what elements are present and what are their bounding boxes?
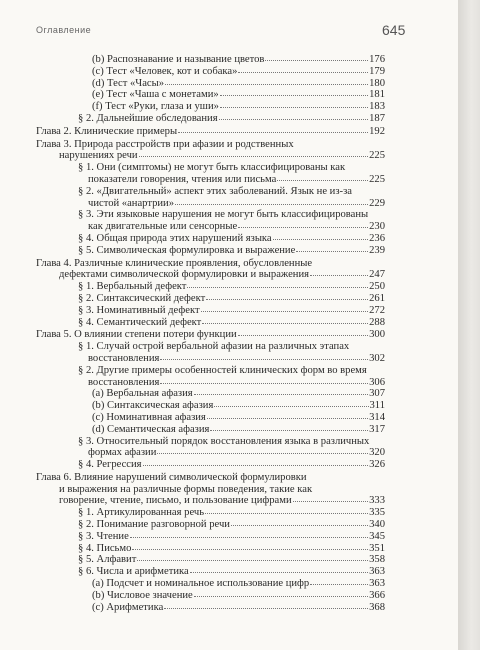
toc-page-number: 335 bbox=[369, 507, 385, 519]
dot-leader bbox=[190, 571, 368, 573]
toc-page-number: 340 bbox=[369, 519, 385, 531]
toc-page-number: 225 bbox=[369, 173, 385, 185]
dot-leader bbox=[238, 226, 368, 228]
toc-entry-text: чистой «анартрии» bbox=[88, 197, 175, 209]
toc-entry-text: (c) Тест «Человек, кот и собака» bbox=[92, 65, 238, 77]
toc-entry bbox=[92, 101, 385, 113]
dot-leader bbox=[187, 286, 368, 288]
toc-entry-text: § 5. Символическая формулировка и выражение bbox=[78, 244, 296, 256]
toc-entry-text: § 2. Синтаксический дефект bbox=[78, 292, 206, 304]
toc-page-number: 229 bbox=[369, 197, 385, 209]
toc-chapter-entry bbox=[36, 472, 385, 507]
toc-entry-text: (f) Тест «Руки, глаза и уши» bbox=[92, 101, 219, 113]
toc-entry bbox=[78, 209, 385, 233]
dot-leader bbox=[143, 464, 369, 466]
toc-page-number: 225 bbox=[369, 150, 385, 162]
toc-entry-text: Глава 6. Влияние нарушений символической формулировки bbox=[36, 471, 307, 483]
toc-entry bbox=[78, 281, 385, 293]
dot-leader bbox=[194, 595, 368, 597]
toc-entry-text: (b) Синтаксическая афазия bbox=[92, 400, 214, 412]
toc-entry bbox=[78, 245, 385, 257]
toc-entry-text: § 2. Другие примеры особенностей клинических форм во время bbox=[78, 364, 367, 376]
toc-page-number: 183 bbox=[369, 101, 385, 113]
toc-entry bbox=[78, 531, 385, 543]
dot-leader bbox=[277, 179, 368, 181]
toc-page-number: 179 bbox=[369, 65, 385, 77]
toc-entry-text: § 1. Артикулированная речь bbox=[78, 507, 205, 519]
toc-entry-text: § 1. Вербальный дефект bbox=[78, 281, 187, 293]
dot-leader bbox=[265, 59, 368, 61]
toc-page-number: 306 bbox=[369, 376, 385, 388]
toc-entry-text: § 2. «Двигательный» аспект этих заболеваний. Язык не из-за bbox=[78, 185, 352, 197]
toc-entry bbox=[78, 186, 385, 210]
dot-leader bbox=[219, 118, 369, 120]
toc-page-number: 333 bbox=[369, 495, 385, 507]
toc-chapter-entry bbox=[36, 139, 385, 163]
toc-entry-text: § 4. Семантический дефект bbox=[78, 316, 202, 328]
toc-page-number: 288 bbox=[369, 316, 385, 328]
toc-entry-text: Глава 5. О влиянии степени потери функции bbox=[36, 329, 237, 341]
toc-entry bbox=[78, 459, 385, 471]
toc-entry bbox=[78, 566, 385, 578]
toc-entry bbox=[78, 305, 385, 317]
toc-entry-text: (c) Номинативная афазия bbox=[92, 411, 206, 423]
dot-leader bbox=[210, 429, 368, 431]
toc-page-number: 320 bbox=[369, 447, 385, 459]
dot-leader bbox=[165, 83, 368, 85]
toc-entry-text: § 1. Случай острой вербальной афазии на различных этапах bbox=[78, 341, 350, 353]
toc-page-number: 230 bbox=[369, 221, 385, 233]
toc-entry bbox=[92, 400, 385, 412]
toc-entry bbox=[92, 89, 385, 101]
dot-leader bbox=[207, 417, 368, 419]
toc-page-number: 176 bbox=[369, 54, 385, 65]
toc-page-number: 311 bbox=[369, 400, 385, 412]
toc-entry bbox=[78, 365, 385, 389]
toc-entry bbox=[78, 162, 385, 186]
dot-leader bbox=[130, 536, 368, 538]
toc-page-number: 351 bbox=[369, 542, 385, 554]
dot-leader bbox=[194, 393, 368, 395]
toc-entry-text: восстановления bbox=[88, 376, 160, 388]
toc-entry bbox=[78, 436, 385, 460]
toc-entry bbox=[92, 412, 385, 424]
toc-entry-text: § 6. Числа и арифметика bbox=[78, 566, 189, 578]
toc-page-number: 180 bbox=[369, 77, 385, 89]
toc-page-number: 314 bbox=[369, 411, 385, 423]
toc-entry bbox=[78, 113, 385, 125]
dot-leader bbox=[231, 524, 368, 526]
toc-entry bbox=[78, 341, 385, 365]
toc-page-number: 300 bbox=[369, 329, 385, 341]
toc-entry bbox=[92, 54, 385, 66]
toc-page-number: 368 bbox=[369, 601, 385, 613]
toc-page-number: 247 bbox=[369, 269, 385, 281]
table-of-contents bbox=[0, 54, 458, 613]
dot-leader bbox=[202, 322, 368, 324]
toc-page-number: 366 bbox=[369, 589, 385, 601]
toc-entry bbox=[92, 590, 385, 602]
toc-page-number: 192 bbox=[369, 125, 385, 137]
toc-entry-text: говорение, чтение, письмо, и пользование цифрами bbox=[59, 495, 292, 507]
toc-entry bbox=[92, 388, 385, 400]
toc-entry-text: (a) Вербальная афазия bbox=[92, 388, 193, 400]
toc-entry-text: Глава 4. Различные клинические проявления, обусловленные bbox=[36, 257, 313, 269]
dot-leader bbox=[205, 512, 368, 514]
toc-page-number: 236 bbox=[369, 232, 385, 244]
toc-entry-text: § 5. Алфавит bbox=[78, 554, 137, 566]
toc-entry-text: (b) Распознавание и называние цветов bbox=[92, 54, 265, 65]
toc-entry-text: дефектами символической формулировки и выражения bbox=[59, 269, 309, 281]
toc-entry-text: нарушениях речи bbox=[59, 150, 138, 162]
toc-entry-text: (b) Числовое значение bbox=[92, 589, 193, 601]
toc-page-number: 363 bbox=[369, 566, 385, 578]
dot-leader bbox=[160, 358, 368, 360]
toc-entry-text: § 3. Номинативный дефект bbox=[78, 304, 200, 316]
toc-entry-text: (e) Тест «Чаша с монетами» bbox=[92, 89, 219, 101]
dot-leader bbox=[273, 238, 368, 240]
dot-leader bbox=[201, 310, 369, 312]
dot-leader bbox=[310, 583, 368, 585]
dot-leader bbox=[175, 203, 368, 205]
toc-entry-text: как двигательные или сенсорные bbox=[88, 221, 238, 233]
toc-entry-text: Глава 3. Природа расстройств при афазии и родственных bbox=[36, 138, 294, 150]
dot-leader bbox=[178, 131, 368, 133]
toc-entry bbox=[92, 78, 385, 90]
toc-page-number: 345 bbox=[369, 530, 385, 542]
dot-leader bbox=[157, 452, 368, 454]
dot-leader bbox=[220, 106, 368, 108]
running-head: Оглавление bbox=[36, 25, 92, 35]
dot-leader bbox=[214, 405, 368, 407]
toc-entry-text: § 3. Чтение bbox=[78, 530, 129, 542]
toc-entry bbox=[78, 233, 385, 245]
toc-entry bbox=[78, 293, 385, 305]
dot-leader bbox=[238, 71, 368, 73]
dot-leader bbox=[139, 155, 369, 157]
toc-entry bbox=[78, 317, 385, 329]
dot-leader bbox=[164, 607, 368, 609]
toc-entry bbox=[78, 543, 385, 555]
page-number: 645 bbox=[382, 22, 406, 38]
dot-leader bbox=[293, 500, 368, 502]
toc-entry-text: формах афазии bbox=[88, 447, 157, 459]
toc-entry-text: § 2. Дальнейшие обследования bbox=[78, 112, 218, 124]
toc-entry-text: (a) Подсчет и номинальное использование цифр bbox=[92, 578, 310, 590]
toc-page-number: 326 bbox=[369, 459, 385, 471]
toc-entry-text: восстановления bbox=[88, 352, 160, 364]
dot-leader bbox=[160, 382, 368, 384]
toc-page-number: 358 bbox=[369, 554, 385, 566]
toc-chapter-entry bbox=[36, 126, 385, 138]
dot-leader bbox=[238, 334, 368, 336]
page-edge-shadow bbox=[458, 0, 480, 650]
toc-chapter-entry bbox=[36, 329, 385, 341]
toc-page-number: 181 bbox=[369, 89, 385, 101]
toc-entry-text: Глава 2. Клинические примеры bbox=[36, 125, 178, 137]
toc-entry-text: показатели говорения, чтения или письма bbox=[88, 173, 277, 185]
toc-entry-text: § 3. Эти языковые нарушения не могут быть классифицированы bbox=[78, 209, 369, 221]
toc-entry bbox=[92, 578, 385, 590]
toc-page-number: 302 bbox=[369, 352, 385, 364]
toc-entry-text: § 1. Они (симптомы) не могут быть классифицированы как bbox=[78, 162, 346, 174]
dot-leader bbox=[310, 274, 368, 276]
toc-page-number: 187 bbox=[369, 112, 385, 124]
toc-page-number: 272 bbox=[369, 304, 385, 316]
toc-entry-text: § 4. Письмо bbox=[78, 542, 132, 554]
toc-page-number: 317 bbox=[369, 423, 385, 435]
toc-entry bbox=[78, 507, 385, 519]
toc-entry bbox=[92, 424, 385, 436]
toc-page-number: 239 bbox=[369, 244, 385, 256]
toc-entry bbox=[92, 66, 385, 78]
toc-entry-text: (c) Арифметика bbox=[92, 601, 164, 613]
dot-leader bbox=[296, 250, 368, 252]
dot-leader bbox=[137, 559, 368, 561]
toc-page-number: 261 bbox=[369, 292, 385, 304]
toc-entry bbox=[92, 602, 385, 614]
toc-entry bbox=[78, 519, 385, 531]
toc-entry-text: § 4. Общая природа этих нарушений языка bbox=[78, 232, 272, 244]
dot-leader bbox=[220, 94, 368, 96]
toc-chapter-entry bbox=[36, 258, 385, 282]
dot-leader bbox=[132, 548, 368, 550]
toc-entry-text: § 2. Понимание разговорной речи bbox=[78, 519, 230, 531]
dot-leader bbox=[206, 298, 368, 300]
toc-entry-text: § 4. Регрессия bbox=[78, 459, 142, 471]
toc-entry bbox=[78, 554, 385, 566]
toc-entry-text: (d) Семантическая афазия bbox=[92, 423, 210, 435]
toc-entry-text: и выражения на различные формы поведения, такие как bbox=[59, 483, 313, 495]
toc-page-number: 250 bbox=[369, 281, 385, 293]
toc-entry-text: § 3. Относительный порядок восстановления языка в различных bbox=[78, 435, 370, 447]
toc-page-number: 307 bbox=[369, 388, 385, 400]
toc-page-number: 363 bbox=[369, 578, 385, 590]
toc-entry-text: (d) Тест «Часы» bbox=[92, 77, 165, 89]
